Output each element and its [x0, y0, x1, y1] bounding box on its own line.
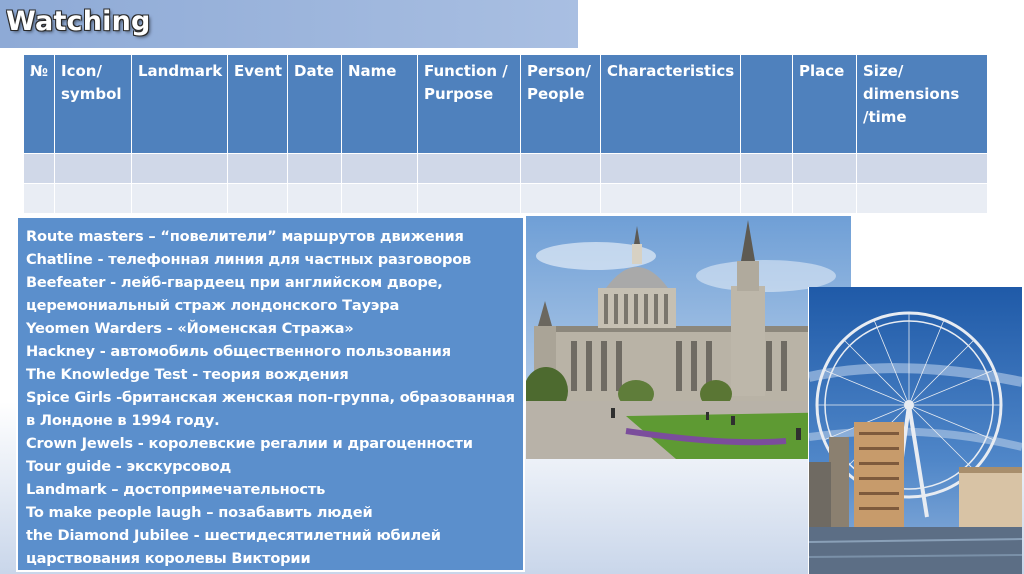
- table-cell[interactable]: [793, 154, 857, 184]
- header-characteristics: Characteristics: [601, 55, 741, 154]
- vocabulary-item: the Diamond Jubilee - шестидесятилетний юбилей: [26, 527, 441, 544]
- table-row: [24, 154, 988, 184]
- header-blank: [741, 55, 793, 154]
- vocabulary-item: царствования королевы Виктории: [26, 550, 311, 567]
- table-cell[interactable]: [228, 184, 288, 214]
- vocabulary-item: Crown Jewels - королевские регалии и драгоценности: [26, 435, 473, 452]
- table-cell[interactable]: [418, 184, 521, 214]
- table-header-row: [24, 55, 988, 154]
- table-row: [24, 184, 988, 214]
- table-cell[interactable]: [601, 154, 741, 184]
- table-cell[interactable]: [857, 154, 988, 184]
- table-cell[interactable]: [741, 184, 793, 214]
- vocabulary-item: The Knowledge Test - теория вождения: [26, 366, 349, 383]
- vocabulary-item: церемониальный страж лондонского Тауэра: [26, 297, 400, 314]
- vocabulary-item: Beefeater - лейб-гвардеец при английском дворе,: [26, 274, 443, 291]
- header-person-people: Person/ People: [521, 55, 601, 154]
- vocabulary-item: в Лондоне в 1994 году.: [26, 412, 220, 429]
- table-cell[interactable]: [521, 154, 601, 184]
- table-cell[interactable]: [601, 184, 741, 214]
- header-function-purpose: Function / Purpose: [418, 55, 521, 154]
- header-place: Place: [793, 55, 857, 154]
- table-cell[interactable]: [24, 154, 55, 184]
- header-event: Event: [228, 55, 288, 154]
- table-cell[interactable]: [521, 184, 601, 214]
- table-cell[interactable]: [132, 184, 228, 214]
- vocabulary-item: Yeomen Warders - «Йоменская Стража»: [26, 320, 354, 337]
- table-cell[interactable]: [857, 184, 988, 214]
- table-cell[interactable]: [55, 154, 132, 184]
- slide-title: Watching: [6, 6, 151, 37]
- title-bar: [0, 0, 578, 48]
- table-cell[interactable]: [132, 154, 228, 184]
- vocabulary-item: Chatline - телефонная линия для частных разговоров: [26, 251, 472, 268]
- vocabulary-box: [16, 216, 525, 572]
- table-cell[interactable]: [342, 154, 418, 184]
- vocabulary-item: Landmark – достопримечательность: [26, 481, 326, 498]
- vocabulary-item: Spice Girls -британская женская поп-группа, образованная: [26, 389, 515, 406]
- table-cell[interactable]: [55, 184, 132, 214]
- vocabulary-item: Hackney - автомобиль общественного пользования: [26, 343, 451, 360]
- header-size-dimensions-time: Size/ dimensions /time: [857, 55, 988, 154]
- header-name: Name: [342, 55, 418, 154]
- vocabulary-item: To make people laugh – позабавить людей: [26, 504, 373, 521]
- vocabulary-item: Tour guide - экскурсовод: [26, 458, 232, 475]
- table-cell[interactable]: [228, 154, 288, 184]
- cathedral-photo: [526, 216, 851, 459]
- header-icon-symbol: Icon/ symbol: [55, 55, 132, 154]
- table-cell[interactable]: [342, 184, 418, 214]
- table-cell[interactable]: [741, 154, 793, 184]
- ferris-wheel-photo: [808, 287, 1022, 574]
- table-cell[interactable]: [418, 154, 521, 184]
- table-cell[interactable]: [24, 184, 55, 214]
- header-number: №: [24, 55, 55, 154]
- vocabulary-item: Route masters – “повелители” маршрутов движения: [26, 228, 464, 245]
- watching-table: [23, 54, 988, 214]
- header-landmark: Landmark: [132, 55, 228, 154]
- table-cell[interactable]: [288, 184, 342, 214]
- table-cell[interactable]: [288, 154, 342, 184]
- header-date: Date: [288, 55, 342, 154]
- table-cell[interactable]: [793, 184, 857, 214]
